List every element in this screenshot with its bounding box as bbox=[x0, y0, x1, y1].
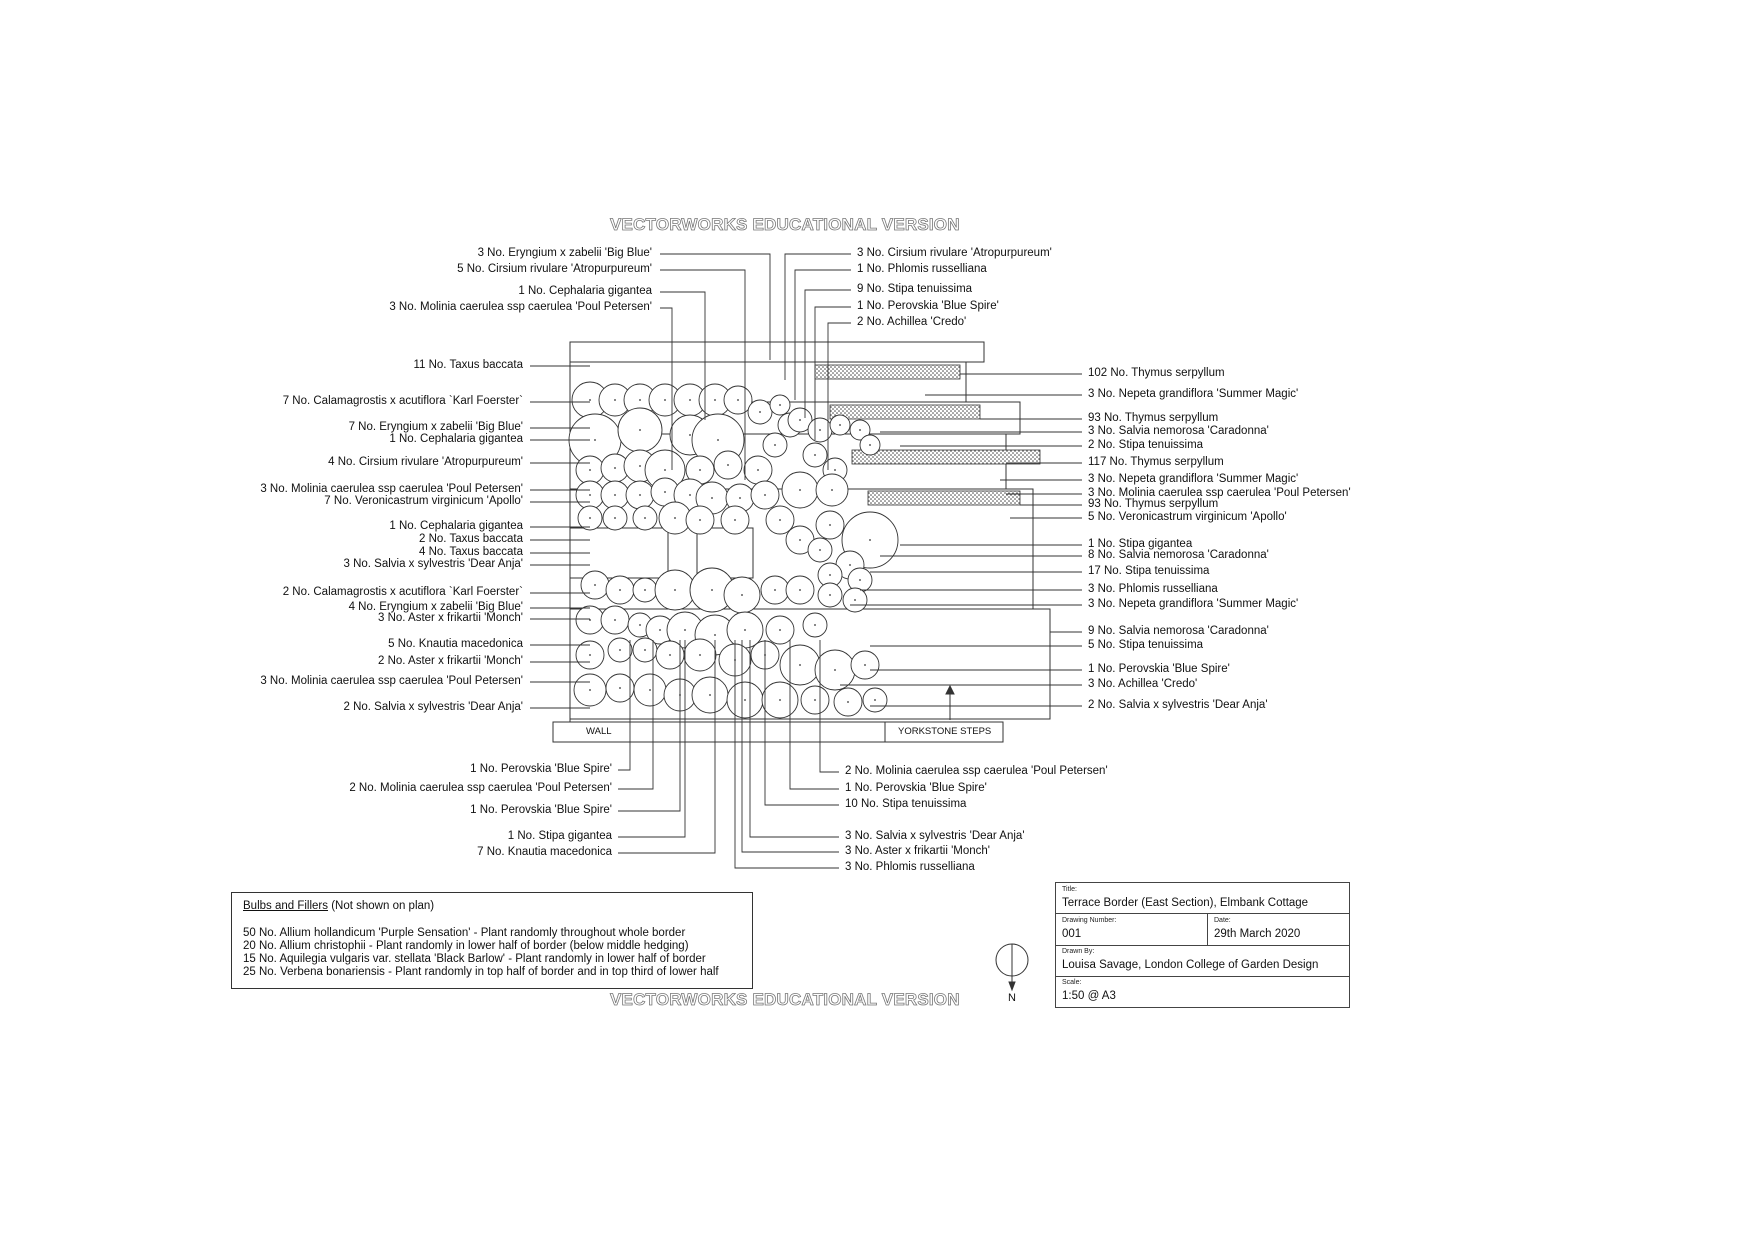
plant-label: 5 No. Knautia macedonica bbox=[388, 638, 523, 650]
plant-symbol-centre bbox=[639, 465, 641, 467]
plant-symbol-centre bbox=[714, 634, 716, 636]
plant-symbol-centre bbox=[674, 589, 676, 591]
steps-arrow bbox=[946, 686, 954, 720]
wall-label: WALL bbox=[586, 726, 612, 737]
plant-symbol-centre bbox=[814, 624, 816, 626]
date-caption: Date: bbox=[1214, 917, 1231, 924]
plant-label: 3 No. Molinia caerulea ssp caerulea 'Poul Petersen' bbox=[389, 301, 652, 313]
plant-symbol-centre bbox=[774, 589, 776, 591]
plant-symbol-centre bbox=[829, 524, 831, 526]
north-arrow-symbol bbox=[996, 944, 1028, 990]
plant-label: 102 No. Thymus serpyllum bbox=[1088, 367, 1225, 379]
plant-label: 1 No. Perovskia 'Blue Spire' bbox=[470, 763, 612, 775]
plant-label: 1 No. Cephalaria gigantea bbox=[389, 433, 523, 445]
plant-symbol-centre bbox=[674, 517, 676, 519]
plant-symbol-centre bbox=[639, 624, 641, 626]
plant-symbol-centre bbox=[699, 469, 701, 471]
plant-symbol-centre bbox=[814, 454, 816, 456]
plant-symbol-centre bbox=[649, 689, 651, 691]
plant-label: 1 No. Perovskia 'Blue Spire' bbox=[857, 300, 999, 312]
plant-label: 7 No. Eryngium x zabelii 'Big Blue' bbox=[348, 421, 523, 433]
plant-symbol-centre bbox=[589, 517, 591, 519]
thymus-strip-93b bbox=[868, 491, 1020, 505]
plant-label: 2 No. Salvia x sylvestris 'Dear Anja' bbox=[1088, 699, 1268, 711]
title-block-divider bbox=[1056, 945, 1349, 946]
plant-symbol-centre bbox=[614, 467, 616, 469]
bulbs-title-note: (Not shown on plan) bbox=[328, 900, 435, 912]
plant-symbol-centre bbox=[829, 574, 831, 576]
plant-label: 5 No. Veronicastrum virginicum 'Apollo' bbox=[1088, 511, 1287, 523]
plant-label: 3 No. Achillea 'Credo' bbox=[1088, 678, 1198, 690]
plant-label: 117 No. Thymus serpyllum bbox=[1088, 456, 1224, 468]
drawing-scale: 1:50 @ A3 bbox=[1062, 990, 1116, 1002]
plant-symbol-centre bbox=[869, 539, 871, 541]
bulb-line: 25 No. Verbena bonariensis - Plant randomly in top half of border and in top third of lower half bbox=[243, 966, 719, 978]
plant-label: 1 No. Stipa gigantea bbox=[507, 830, 612, 842]
plant-label: 8 No. Salvia nemorosa 'Caradonna' bbox=[1088, 549, 1269, 561]
plant-symbol-centre bbox=[744, 699, 746, 701]
plant-label: 3 No. Nepeta grandiflora 'Summer Magic' bbox=[1088, 598, 1299, 610]
plant-symbol-centre bbox=[854, 599, 856, 601]
plant-label: 10 No. Stipa tenuissima bbox=[845, 798, 967, 810]
plant-symbol-centre bbox=[644, 649, 646, 651]
plant-label: 3 No. Aster x frikartii 'Monch' bbox=[378, 612, 523, 624]
plant-symbol-centre bbox=[659, 629, 661, 631]
plant-label: 93 No. Thymus serpyllum bbox=[1088, 412, 1219, 424]
plant-symbol-centre bbox=[814, 699, 816, 701]
plant-symbol-centre bbox=[711, 589, 713, 591]
plant-label: 4 No. Eryngium x zabelii 'Big Blue' bbox=[348, 601, 523, 613]
plant-symbol-centre bbox=[589, 654, 591, 656]
plant-label: 3 No. Nepeta grandiflora 'Summer Magic' bbox=[1088, 388, 1299, 400]
plant-symbol-centre bbox=[874, 699, 876, 701]
plant-symbol-centre bbox=[669, 654, 671, 656]
plant-symbol-centre bbox=[711, 497, 713, 499]
plant-symbol-centre bbox=[839, 424, 841, 426]
plant-label: 7 No. Calamagrostis x acutiflora `Karl Foerster` bbox=[282, 395, 523, 407]
plant-symbol-centre bbox=[664, 469, 666, 471]
plant-symbol-centre bbox=[764, 494, 766, 496]
plant-label: 2 No. Molinia caerulea ssp caerulea 'Poul Petersen' bbox=[845, 765, 1108, 777]
drawing-title: Terrace Border (East Section), Elmbank Cottage bbox=[1062, 897, 1309, 909]
plant-symbol-centre bbox=[869, 444, 871, 446]
plant-label: 1 No. Phlomis russelliana bbox=[857, 263, 987, 275]
plant-symbol-centre bbox=[744, 629, 746, 631]
plant-label: 11 No. Taxus baccata bbox=[413, 359, 523, 371]
bulb-line: 50 No. Allium hollandicum 'Purple Sensation' - Plant randomly throughout whole border bbox=[243, 927, 686, 939]
watermark-top: VECTORWORKS EDUCATIONAL VERSION bbox=[610, 215, 960, 234]
plant-label: 93 No. Thymus serpyllum bbox=[1088, 498, 1219, 510]
scale-caption: Scale: bbox=[1062, 979, 1082, 986]
plant-symbol-centre bbox=[639, 399, 641, 401]
thymus-strip-93 bbox=[830, 405, 980, 419]
plant-symbol-centre bbox=[614, 494, 616, 496]
north-label: N bbox=[1008, 992, 1016, 1004]
plant-label: 3 No. Eryngium x zabelii 'Big Blue' bbox=[477, 247, 652, 259]
plant-symbol-centre bbox=[737, 399, 739, 401]
bulbs-title bbox=[243, 900, 434, 912]
plant-label: 2 No. Molinia caerulea ssp caerulea 'Poul Petersen' bbox=[349, 782, 612, 794]
plant-label: 3 No. Aster x frikartii 'Monch' bbox=[845, 845, 990, 857]
plant-symbol-centre bbox=[829, 594, 831, 596]
title-block-divider bbox=[1056, 976, 1349, 977]
plant-symbol-centre bbox=[799, 589, 801, 591]
thymus-strip-117 bbox=[852, 450, 1040, 464]
leader-line bbox=[618, 640, 715, 853]
plant-symbol-centre bbox=[614, 619, 616, 621]
plant-symbol-centre bbox=[727, 464, 729, 466]
plant-symbol-centre bbox=[644, 589, 646, 591]
plant-label: 3 No. Molinia caerulea ssp caerulea 'Poul Petersen' bbox=[260, 675, 523, 687]
plant-symbol-centre bbox=[741, 594, 743, 596]
plant-label: 3 No. Salvia nemorosa 'Caradonna' bbox=[1088, 425, 1269, 437]
leader-line bbox=[618, 640, 653, 789]
plant-symbol-centre bbox=[689, 399, 691, 401]
drawing-date: 29th March 2020 bbox=[1214, 928, 1301, 940]
plant-label: 9 No. Stipa tenuissima bbox=[857, 283, 973, 295]
plant-symbol-centre bbox=[779, 629, 781, 631]
plant-symbol-centre bbox=[689, 494, 691, 496]
bulbs-title-heading: Bulbs and Fillers bbox=[243, 900, 329, 912]
plant-label: 2 No. Achillea 'Credo' bbox=[857, 316, 967, 328]
plant-symbol-centre bbox=[594, 584, 596, 586]
plant-symbol-centre bbox=[664, 399, 666, 401]
title-caption: Title: bbox=[1062, 886, 1077, 893]
plant-label: 3 No. Nepeta grandiflora 'Summer Magic' bbox=[1088, 473, 1299, 485]
yorkstone-steps-label: YORKSTONE STEPS bbox=[898, 726, 992, 737]
plant-symbol-centre bbox=[859, 579, 861, 581]
plant-symbol-centre bbox=[619, 687, 621, 689]
plant-label: 2 No. Calamagrostis x acutiflora `Karl Foerster` bbox=[282, 586, 523, 598]
plant-symbol-centre bbox=[589, 689, 591, 691]
plant-label: 1 No. Cephalaria gigantea bbox=[389, 520, 523, 532]
plant-symbol-centre bbox=[639, 494, 641, 496]
plant-label: 9 No. Salvia nemorosa 'Caradonna' bbox=[1088, 625, 1269, 637]
plant-label: 3 No. Molinia caerulea ssp caerulea 'Poul Petersen' bbox=[260, 483, 523, 495]
plant-label: 3 No. Phlomis russelliana bbox=[845, 861, 975, 873]
plant-symbol-centre bbox=[639, 429, 641, 431]
leader-line bbox=[795, 270, 851, 400]
plant-symbol-centre bbox=[779, 519, 781, 521]
plant-label: 17 No. Stipa tenuissima bbox=[1088, 565, 1210, 577]
watermark-bottom: VECTORWORKS EDUCATIONAL VERSION bbox=[610, 990, 960, 1009]
plant-symbol-centre bbox=[594, 439, 596, 441]
plant-symbol-centre bbox=[799, 489, 801, 491]
plant-symbol-centre bbox=[614, 399, 616, 401]
plant-label: 3 No. Cirsium rivulare 'Atropurpureum' bbox=[857, 247, 1052, 259]
drawn-by: Louisa Savage, London College of Garden Design bbox=[1062, 959, 1319, 971]
plant-label: 1 No. Perovskia 'Blue Spire' bbox=[845, 782, 987, 794]
plant-symbol-centre bbox=[819, 549, 821, 551]
plant-label: 4 No. Cirsium rivulare 'Atropurpureum' bbox=[328, 456, 523, 468]
plant-symbol-centre bbox=[779, 699, 781, 701]
plant-label: 3 No. Molinia caerulea ssp caerulea 'Poul Petersen' bbox=[1088, 487, 1351, 499]
plant-symbol-centre bbox=[779, 404, 781, 406]
bulb-line: 15 No. Aquilegia vulgaris var. stellata 'Black Barlow' - Plant randomly in lower half of border bbox=[243, 953, 706, 965]
taxus-hedges bbox=[570, 528, 753, 578]
plant-symbol-centre bbox=[799, 539, 801, 541]
plant-label: 1 No. Perovskia 'Blue Spire' bbox=[1088, 663, 1230, 675]
plant-label: 1 No. Perovskia 'Blue Spire' bbox=[470, 804, 612, 816]
bulb-line: 20 No. Allium christophii - Plant randomly in lower half of border (below middle hedging) bbox=[243, 940, 689, 952]
plant-label: 7 No. Veronicastrum virginicum 'Apollo' bbox=[324, 495, 523, 507]
plant-symbol-centre bbox=[739, 497, 741, 499]
plant-symbol-centre bbox=[831, 489, 833, 491]
plant-symbol-centre bbox=[699, 519, 701, 521]
plant-symbol-centre bbox=[819, 429, 821, 431]
plant-label: 2 No. Taxus baccata bbox=[419, 533, 523, 545]
title-block bbox=[1055, 882, 1350, 1008]
plant-label: 2 No. Stipa tenuissima bbox=[1088, 439, 1204, 451]
drawn-by-caption: Drawn By: bbox=[1062, 948, 1095, 955]
plant-label: 1 No. Cephalaria gigantea bbox=[518, 285, 652, 297]
plant-symbol-centre bbox=[714, 399, 716, 401]
plant-symbol-centre bbox=[717, 439, 719, 441]
thymus-strip-102 bbox=[815, 365, 960, 379]
plant-label: 1 No. Stipa gigantea bbox=[1088, 538, 1193, 550]
plant-label: 7 No. Knautia macedonica bbox=[477, 846, 612, 858]
plant-symbol-centre bbox=[834, 669, 836, 671]
plant-symbol-centre bbox=[774, 444, 776, 446]
plant-label: 2 No. Salvia x sylvestris 'Dear Anja' bbox=[343, 701, 523, 713]
plant-symbol-centre bbox=[689, 434, 691, 436]
plant-symbol-centre bbox=[759, 411, 761, 413]
plant-symbol-centre bbox=[849, 564, 851, 566]
plant-symbol-centre bbox=[619, 589, 621, 591]
title-block-divider bbox=[1207, 913, 1208, 945]
plant-symbol-centre bbox=[734, 519, 736, 521]
plant-symbol-centre bbox=[699, 654, 701, 656]
plant-symbol-centre bbox=[799, 419, 801, 421]
drawing-number-caption: Drawing Number: bbox=[1062, 917, 1117, 924]
plant-label: 3 No. Salvia x sylvestris 'Dear Anja' bbox=[343, 558, 523, 570]
drawing-number: 001 bbox=[1062, 928, 1082, 940]
plant-symbol-centre bbox=[664, 491, 666, 493]
plant-symbol-centre bbox=[799, 664, 801, 666]
plant-label: 4 No. Taxus baccata bbox=[419, 546, 523, 558]
leader-line bbox=[618, 640, 685, 837]
plant-symbol-centre bbox=[859, 429, 861, 431]
plant-symbol-centre bbox=[589, 494, 591, 496]
plant-symbol-centre bbox=[757, 469, 759, 471]
plant-label: 3 No. Phlomis russelliana bbox=[1088, 583, 1218, 595]
plant-symbol-centre bbox=[684, 629, 686, 631]
title-block-divider bbox=[1056, 913, 1349, 914]
plant-symbol-centre bbox=[847, 701, 849, 703]
plant-symbol-centre bbox=[619, 649, 621, 651]
plant-label: 2 No. Aster x frikartii 'Monch' bbox=[378, 655, 523, 667]
plant-symbol-centre bbox=[614, 517, 616, 519]
leader-line bbox=[828, 323, 851, 470]
plant-symbol-centre bbox=[644, 517, 646, 519]
plant-symbol-centre bbox=[589, 399, 591, 401]
plant-label: 5 No. Stipa tenuissima bbox=[1088, 639, 1204, 651]
plant-symbol-centre bbox=[709, 694, 711, 696]
plant-label: 3 No. Salvia x sylvestris 'Dear Anja' bbox=[845, 830, 1025, 842]
plant-symbol-centre bbox=[589, 469, 591, 471]
plant-symbol-centre bbox=[864, 664, 866, 666]
plant-symbol-centre bbox=[834, 469, 836, 471]
plant-label: 5 No. Cirsium rivulare 'Atropurpureum' bbox=[457, 263, 652, 275]
